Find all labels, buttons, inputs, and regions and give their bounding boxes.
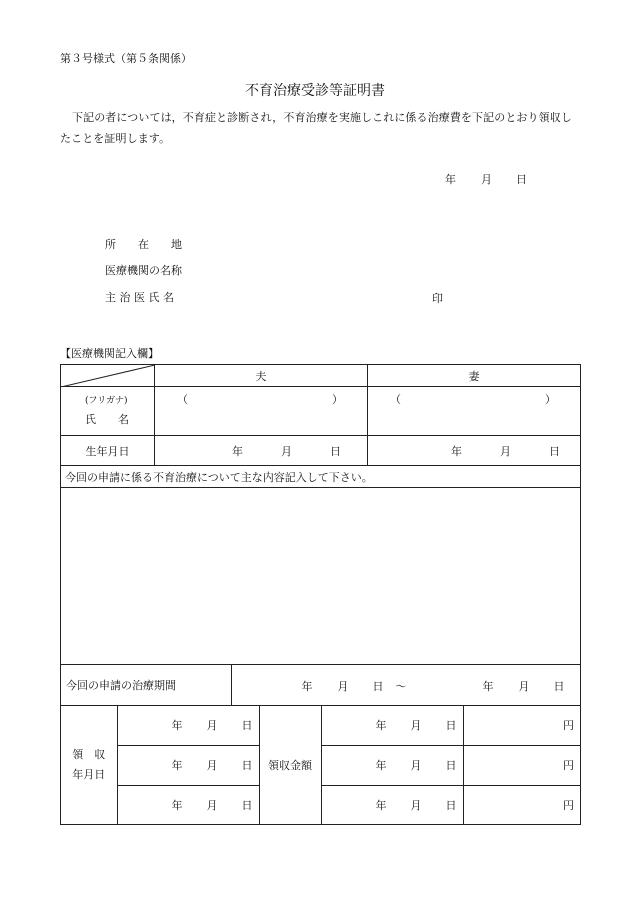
- dob-label: 生年月日: [61, 436, 155, 466]
- receipt-date-3-month: 月: [206, 798, 218, 812]
- treatment-period-row: [61, 665, 581, 706]
- amount-field-1[interactable]: [463, 706, 580, 745]
- receipt-date-label: [61, 706, 117, 824]
- certificate-form-table: [60, 364, 581, 825]
- husband-dob-month: 月: [281, 444, 292, 458]
- receipt-date-field-3[interactable]: [117, 785, 259, 824]
- amount-1-yen: 円: [563, 719, 574, 733]
- amount-date-field-1[interactable]: [321, 706, 463, 745]
- seal-mark: 印: [432, 292, 443, 305]
- receipt-date-label-line1: 領 収: [72, 748, 106, 761]
- diagonal-header-cell: [61, 365, 155, 387]
- period-start-year: 年: [301, 680, 313, 693]
- receipt-date-1-year: 年: [171, 719, 183, 733]
- amount-date-3-year: 年: [375, 798, 387, 812]
- receipt-subtable: [61, 706, 580, 824]
- period-end-month: 月: [518, 680, 530, 693]
- furigana-label: (フリガナ): [85, 396, 128, 406]
- amount-3-yen: 円: [563, 798, 574, 812]
- issue-year: 年: [445, 173, 456, 186]
- treatment-period-label: 今回の申請の治療期間: [61, 665, 231, 705]
- treatment-period-field[interactable]: [231, 665, 580, 705]
- husband-dob-day: 日: [330, 444, 341, 458]
- wife-name-field[interactable]: [368, 387, 581, 436]
- receipt-date-field-2[interactable]: [117, 745, 259, 785]
- amount-date-1-month: 月: [410, 719, 422, 733]
- wife-dob-year: 年: [451, 444, 462, 458]
- treatment-content-label: 今回の申請に係る不育治療について主な内容記入して下さい。: [61, 466, 581, 488]
- amount-date-3-day: 日: [445, 798, 457, 812]
- amount-date-1-year: 年: [375, 719, 387, 733]
- husband-paren-open: （: [177, 393, 188, 406]
- issue-month: 月: [481, 173, 492, 186]
- receipt-date-label-line2: 年月日: [72, 768, 106, 781]
- certification-statement: 下記の者については，不育症と診断され，不育治療を実施しこれに係る治療費を下記のとおり領収したことを証明します。: [60, 111, 572, 145]
- diagonal-line: [61, 365, 155, 387]
- husband-paren-close: ）: [332, 393, 343, 406]
- receipt-date-3-day: 日: [241, 798, 253, 812]
- receipt-date-field-1[interactable]: [117, 706, 259, 745]
- address-label: 所 在 地: [105, 238, 182, 251]
- amount-field-3[interactable]: [463, 785, 580, 824]
- amount-field-2[interactable]: [463, 745, 580, 785]
- husband-header: 夫: [155, 365, 368, 387]
- receipt-date-3-year: 年: [171, 798, 183, 812]
- document-title: 不育治療受診等証明書: [245, 83, 385, 99]
- form-number: 第３号様式（第５条関係）: [60, 52, 192, 65]
- wife-paren-open: （: [390, 393, 401, 406]
- wife-paren-close: ）: [545, 393, 556, 406]
- receipt-date-1-month: 月: [206, 719, 218, 733]
- name-label: 氏 名: [85, 413, 129, 426]
- amount-date-2-month: 月: [410, 759, 422, 772]
- amount-2-yen: 円: [563, 759, 574, 772]
- wife-dob-day: 日: [549, 444, 560, 458]
- amount-date-3-month: 月: [410, 798, 422, 812]
- amount-date-2-day: 日: [445, 759, 457, 772]
- period-end-year: 年: [482, 680, 494, 693]
- husband-name-field[interactable]: [155, 387, 368, 436]
- amount-date-field-2[interactable]: [321, 745, 463, 785]
- amount-date-1-day: 日: [445, 719, 457, 733]
- amount-date-2-year: 年: [375, 759, 387, 772]
- period-start-month: 月: [337, 680, 349, 693]
- wife-dob-month: 月: [500, 444, 511, 458]
- amount-date-field-3[interactable]: [321, 785, 463, 824]
- period-end-day: 日: [553, 680, 565, 693]
- wife-dob-field[interactable]: [368, 436, 581, 466]
- period-start-day: 日: [372, 680, 384, 693]
- receipt-date-2-month: 月: [206, 759, 218, 772]
- husband-dob-field[interactable]: [155, 436, 368, 466]
- receipt-date-2-day: 日: [241, 759, 253, 772]
- receipt-amount-label: 領収金額: [259, 706, 321, 824]
- name-label-cell: [61, 387, 155, 436]
- treatment-content-field[interactable]: [61, 488, 581, 665]
- issue-day: 日: [516, 173, 527, 186]
- period-tilde: ～: [395, 680, 407, 693]
- husband-dob-year: 年: [232, 444, 243, 458]
- treatment-period-subtable: [61, 665, 580, 705]
- receipt-block: [61, 706, 581, 825]
- receipt-date-2-year: 年: [171, 759, 183, 772]
- wife-header: 妻: [368, 365, 581, 387]
- section-label: 【医療機関記入欄】: [60, 347, 159, 360]
- institution-name-label: 医療機関の名称: [105, 264, 182, 277]
- receipt-date-1-day: 日: [241, 719, 253, 733]
- doctor-name-label: 主 治 医 氏 名: [105, 291, 174, 304]
